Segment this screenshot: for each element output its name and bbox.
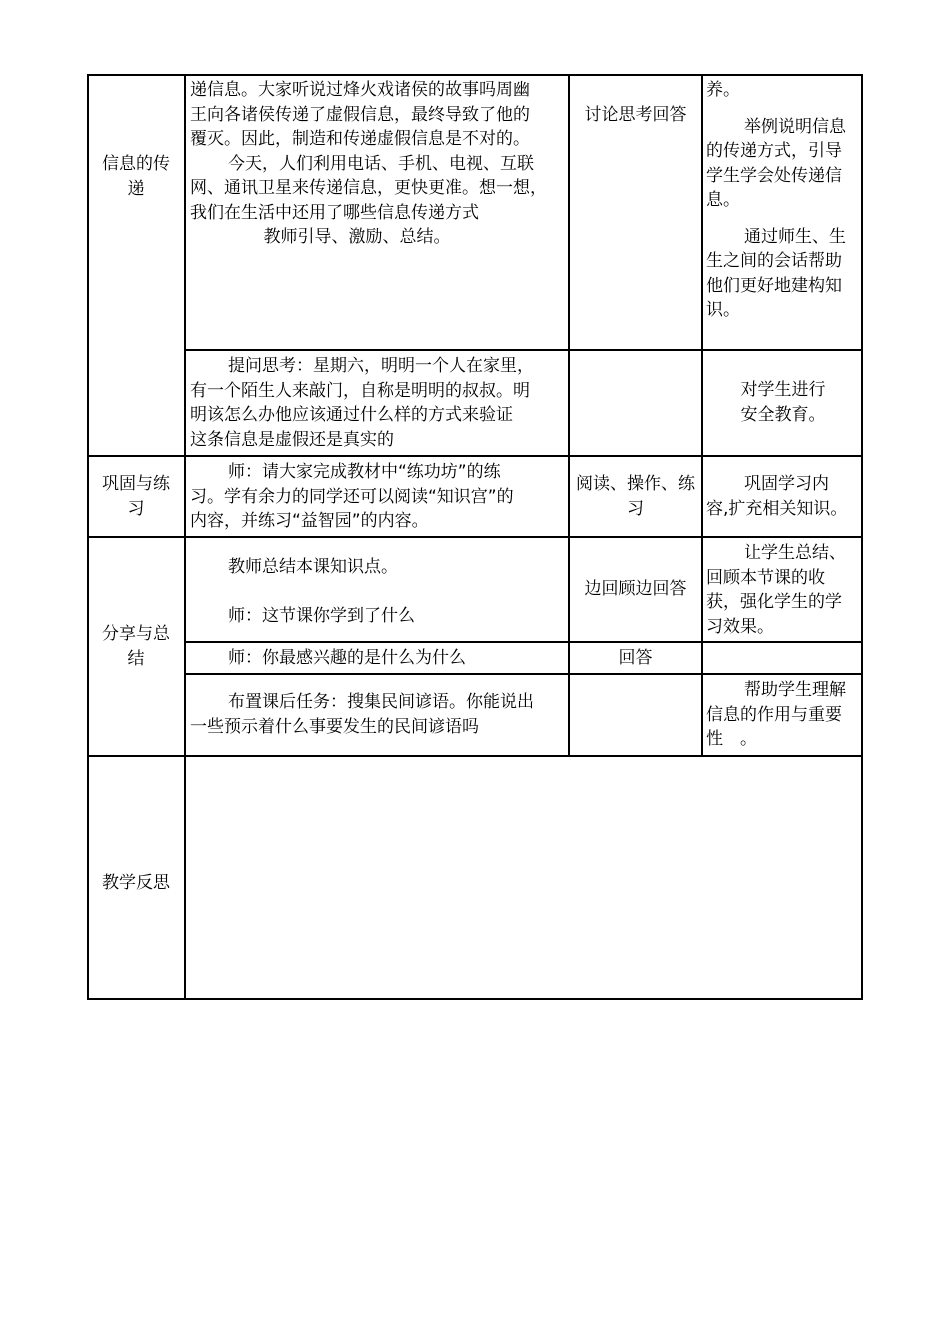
row5-content: 师：你最感兴趣的是什么为什么	[228, 648, 466, 668]
section-label-info-transfer: 信息的传递	[102, 154, 170, 199]
lesson-plan-table	[87, 74, 863, 1000]
row4-content: 教师总结本课知识点。 师：这节课你学到了什么	[228, 557, 415, 626]
row5-activity: 回答	[618, 648, 653, 668]
border-col3	[701, 74, 703, 755]
row1-activity: 讨论思考回答	[584, 105, 687, 125]
row6-content: 布置课后任务：搜集民间谚语。你能说出 一些预示着什么事要发生的民间谚语吗	[190, 692, 534, 737]
border-right	[861, 74, 863, 1000]
row6-purpose: 帮助学生理解 信息的作用与重要 性 。	[706, 680, 846, 749]
border-bottom	[87, 998, 863, 1000]
border-row5-bottom	[184, 673, 863, 675]
border-row4-bottom	[184, 641, 863, 643]
row2-purpose: 对学生进行 安全教育。	[740, 380, 826, 425]
section-label-consolidate: 巩固与练习	[102, 474, 170, 519]
border-section3-bottom	[87, 755, 863, 757]
border-row1-bottom	[184, 349, 863, 351]
row4-purpose: 让学生总结、 回顾本节课的收 获，强化学生的学 习效果。	[706, 543, 846, 637]
border-section2-bottom	[87, 536, 863, 538]
border-col1	[184, 74, 186, 1000]
row4-activity: 边回顾边回答	[584, 579, 687, 599]
row3-content: 师：请大家完成教材中“练功坊”的练 习。学有余力的同学还可以阅读“知识宫”的 内容，并练习“益智园”的内容。	[190, 462, 514, 531]
row1-purpose: 养。 举例说明信息 的传递方式，引导 学生学会处传递信 息。 通过师生、生 生之间的会话帮助 他们更好地建构知 识。	[706, 80, 846, 320]
row1-content: 递信息。大家听说过烽火戏诸侯的故事吗周幽 王向各诸侯传递了虚假信息，最终导致了他的 覆灭。因此，制造和传递虚假信息是不对的。 今天，人们利用电话、手机、电视、互联 网、通讯卫星来传递信息，更快更准。想一想， 我们在生活中还用了哪些信息传递方式 教师引导、激励、总结。	[190, 80, 547, 247]
row2-content: 提问思考：星期六，明明一个人在家里， 有一个陌生人来敲门，自称是明明的叔叔。明 明该怎么办他应该通过什么样的方式来验证 这条信息是虚假还是真实的	[190, 356, 534, 450]
row3-purpose: 巩固学习内 容,扩充相关知识。	[706, 474, 848, 519]
border-col2	[568, 74, 570, 755]
section-label-share: 分享与总结	[102, 624, 170, 669]
border-section1-bottom	[87, 455, 863, 457]
row3-activity: 阅读、操作、练 习	[576, 474, 695, 519]
border-top	[87, 74, 863, 76]
border-left	[87, 74, 89, 1000]
section-label-reflection: 教学反思	[102, 873, 170, 893]
reflection-content	[187, 758, 860, 998]
